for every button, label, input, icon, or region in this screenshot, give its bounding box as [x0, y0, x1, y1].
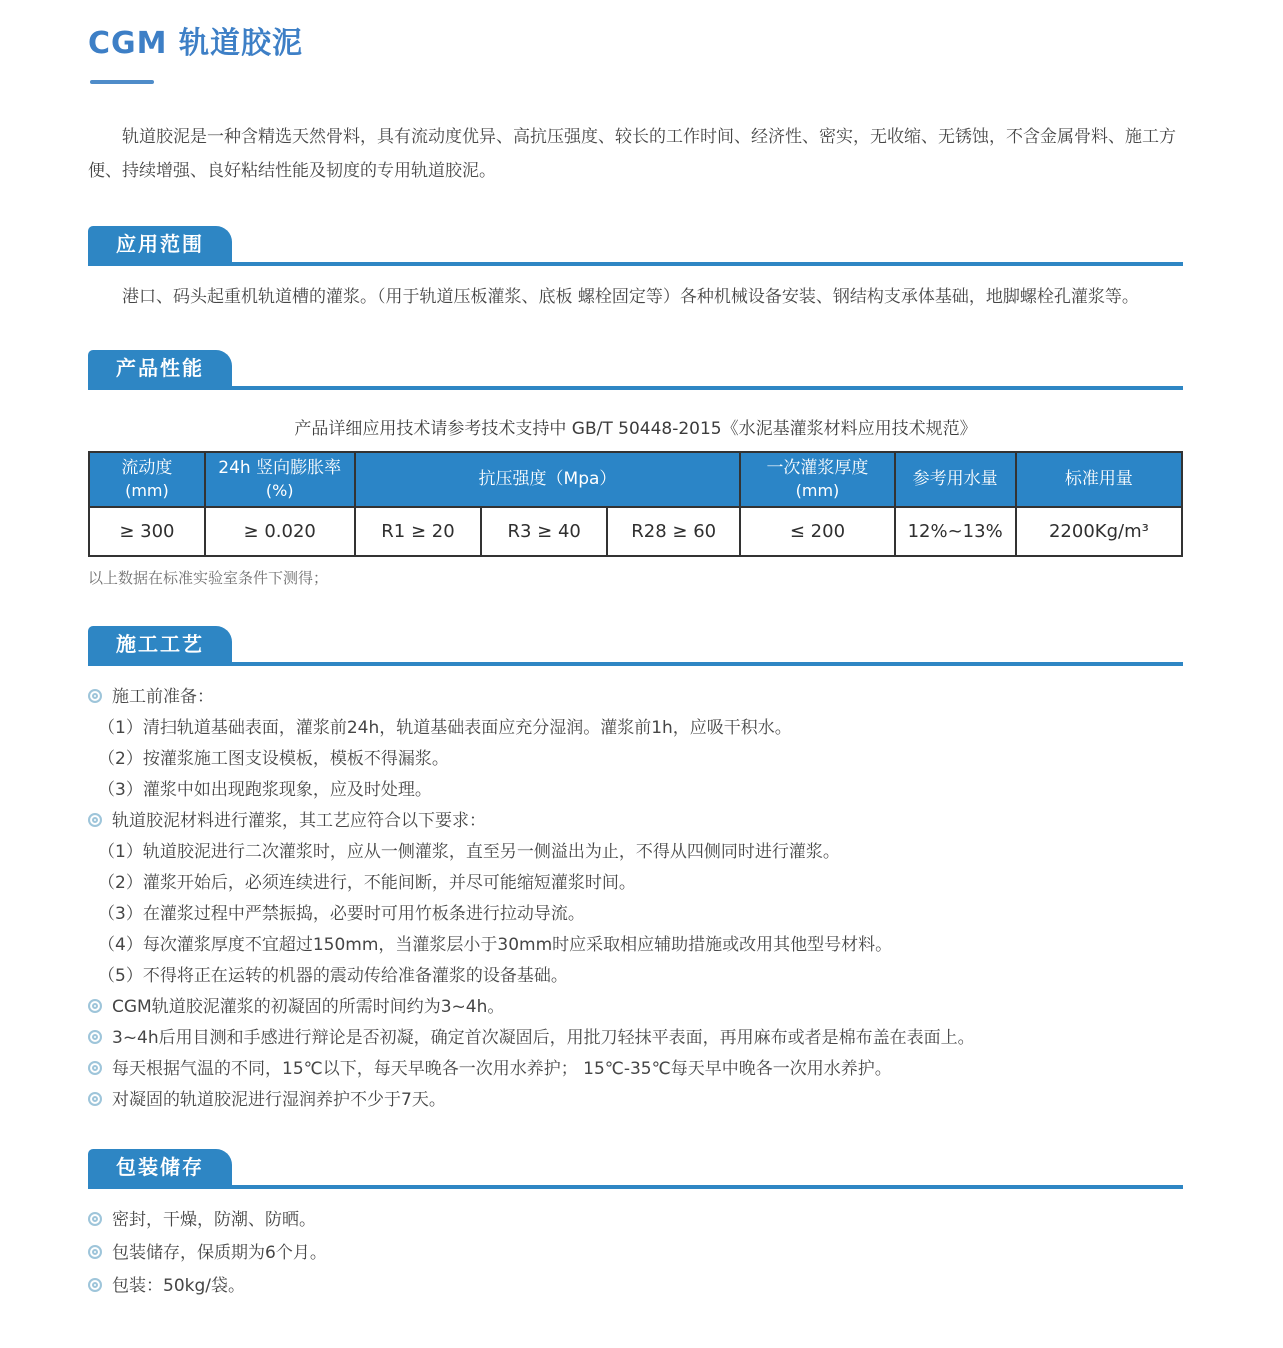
list-item-text: （5）不得将正在运转的机器的震动传给准备灌浆的设备基础。	[98, 965, 568, 986]
ring-bullet-icon	[88, 999, 102, 1013]
ring-bullet-icon	[88, 689, 102, 703]
list-item-text: （3）灌浆中如出现跑浆现象，应及时处理。	[98, 779, 432, 800]
list-item-text: （1）轨道胶泥进行二次灌浆时，应从一侧灌浆，直至另一侧溢出为止，不得从四侧同时进行灌浆。	[98, 841, 840, 862]
header-expansion	[205, 452, 355, 507]
list-item	[88, 686, 1183, 708]
list-item	[88, 779, 1183, 801]
section-header-packaging	[88, 1149, 1183, 1189]
list-item-text: CGM轨道胶泥灌浆的初凝固的所需时间约为3~4h。	[112, 996, 505, 1017]
list-item-text: 包装：50kg/袋。	[112, 1275, 245, 1296]
list-item	[88, 903, 1183, 925]
list-item	[88, 748, 1183, 770]
list-item	[88, 1058, 1183, 1080]
list-item-text: 轨道胶泥材料进行灌浆，其工艺应符合以下要求：	[112, 810, 486, 831]
list-item	[88, 1209, 1183, 1231]
list-item	[88, 841, 1183, 863]
value-thickness: ≤ 200	[740, 507, 894, 556]
value-r3: R3 ≥ 40	[481, 507, 607, 556]
value-r1: R1 ≥ 20	[355, 507, 482, 556]
list-item	[88, 1242, 1183, 1264]
ring-bullet-icon	[88, 1061, 102, 1075]
list-item	[88, 717, 1183, 739]
section-header-performance	[88, 350, 1183, 390]
header-thickness-unit: (mm)	[795, 480, 840, 500]
list-item	[88, 934, 1183, 956]
table-value-row	[89, 507, 1182, 556]
list-item-text: 对凝固的轨道胶泥进行湿润养护不少于7天。	[112, 1089, 446, 1110]
list-item	[88, 810, 1183, 832]
header-standard-dosage: 标准用量	[1016, 452, 1182, 507]
value-r28: R28 ≥ 60	[607, 507, 740, 556]
section-header-process	[88, 626, 1183, 666]
list-item	[88, 965, 1183, 987]
section-header-application	[88, 226, 1183, 266]
page-title: CGM 轨道胶泥	[88, 26, 303, 61]
ring-bullet-icon	[88, 1212, 102, 1226]
process-list	[88, 686, 1183, 1111]
header-flowability-label: 流动度	[121, 458, 173, 478]
value-standard-dosage: 2200Kg/m³	[1016, 507, 1182, 556]
list-item-text: 密封，干燥，防潮、防晒。	[112, 1209, 316, 1230]
list-item	[88, 996, 1183, 1018]
header-water-ratio: 参考用水量	[895, 452, 1016, 507]
header-flowability-unit: (mm)	[125, 480, 169, 500]
ring-bullet-icon	[88, 1245, 102, 1259]
section-tab-process: 施工工艺	[88, 626, 232, 662]
list-item-text: （4）每次灌浆厚度不宜超过150mm，当灌浆层小于30mm时应采取相应辅助措施或改用其他型号材料。	[98, 934, 893, 955]
header-grout-thickness	[740, 452, 894, 507]
list-item-text: （2）灌浆开始后，必须连续进行，不能间断，并尽可能缩短灌浆时间。	[98, 872, 636, 893]
header-flowability	[89, 452, 205, 507]
list-item	[88, 872, 1183, 894]
list-item	[88, 1027, 1183, 1049]
header-thickness-label: 一次灌浆厚度	[766, 458, 869, 478]
performance-table	[88, 451, 1183, 557]
ring-bullet-icon	[88, 813, 102, 827]
section-tab-performance: 产品性能	[88, 350, 232, 386]
performance-reference-note: 产品详细应用技术请参考技术支持中 GB/T 50448-2015《水泥基灌浆材料应用技术规范》	[294, 419, 977, 439]
header-expansion-label: 24h 竖向膨胀率	[218, 458, 342, 478]
header-compressive-strength: 抗压强度（Mpa）	[355, 452, 741, 507]
intro-paragraph: 轨道胶泥是一种含精选天然骨料，具有流动度优异、高抗压强度、较长的工作时间、经济性、密实，无收缩、无锈蚀，不含金属骨料、施工方便、持续增强、良好粘结性能及韧度的专用轨道胶泥。	[88, 127, 1176, 181]
value-water-ratio: 12%~13%	[895, 507, 1016, 556]
list-item-text: （1）清扫轨道基础表面，灌浆前24h，轨道基础表面应充分湿润。灌浆前1h，应吸干积水。	[98, 717, 792, 738]
list-item-text: 3~4h后用目测和手感进行辩论是否初凝，确定首次凝固后，用批刀轻抹平表面，再用麻布或者是棉布盖在表面上。	[112, 1027, 975, 1048]
section-tab-packaging: 包装储存	[88, 1149, 232, 1185]
application-body: 港口、码头起重机轨道槽的灌浆。（用于轨道压板灌浆、底板 螺栓固定等）各种机械设备安装、钢结构支承体基础，地脚螺栓孔灌浆等。	[122, 287, 1139, 307]
table-header-row	[89, 452, 1182, 507]
header-expansion-unit: (%)	[265, 480, 294, 500]
list-item	[88, 1275, 1183, 1297]
section-tab-application: 应用范围	[88, 226, 232, 262]
value-expansion: ≥ 0.020	[205, 507, 355, 556]
list-item-text: （3）在灌浆过程中严禁振捣，必要时可用竹板条进行拉动导流。	[98, 903, 585, 924]
ring-bullet-icon	[88, 1092, 102, 1106]
ring-bullet-icon	[88, 1030, 102, 1044]
list-item	[88, 1089, 1183, 1111]
title-underline	[90, 80, 154, 84]
value-flowability: ≥ 300	[89, 507, 205, 556]
list-item-text: 每天根据气温的不同，15℃以下，每天早晚各一次用水养护； 15℃-35℃每天早中晚各一次用水养护。	[112, 1058, 892, 1079]
list-item-text: 施工前准备：	[112, 686, 214, 707]
list-item-text: 包装储存，保质期为6个月。	[112, 1242, 327, 1263]
packaging-list	[88, 1209, 1183, 1297]
table-footnote: 以上数据在标准实验室条件下测得；	[88, 568, 329, 587]
list-item-text: （2）按灌浆施工图支设模板，模板不得漏浆。	[98, 748, 449, 769]
